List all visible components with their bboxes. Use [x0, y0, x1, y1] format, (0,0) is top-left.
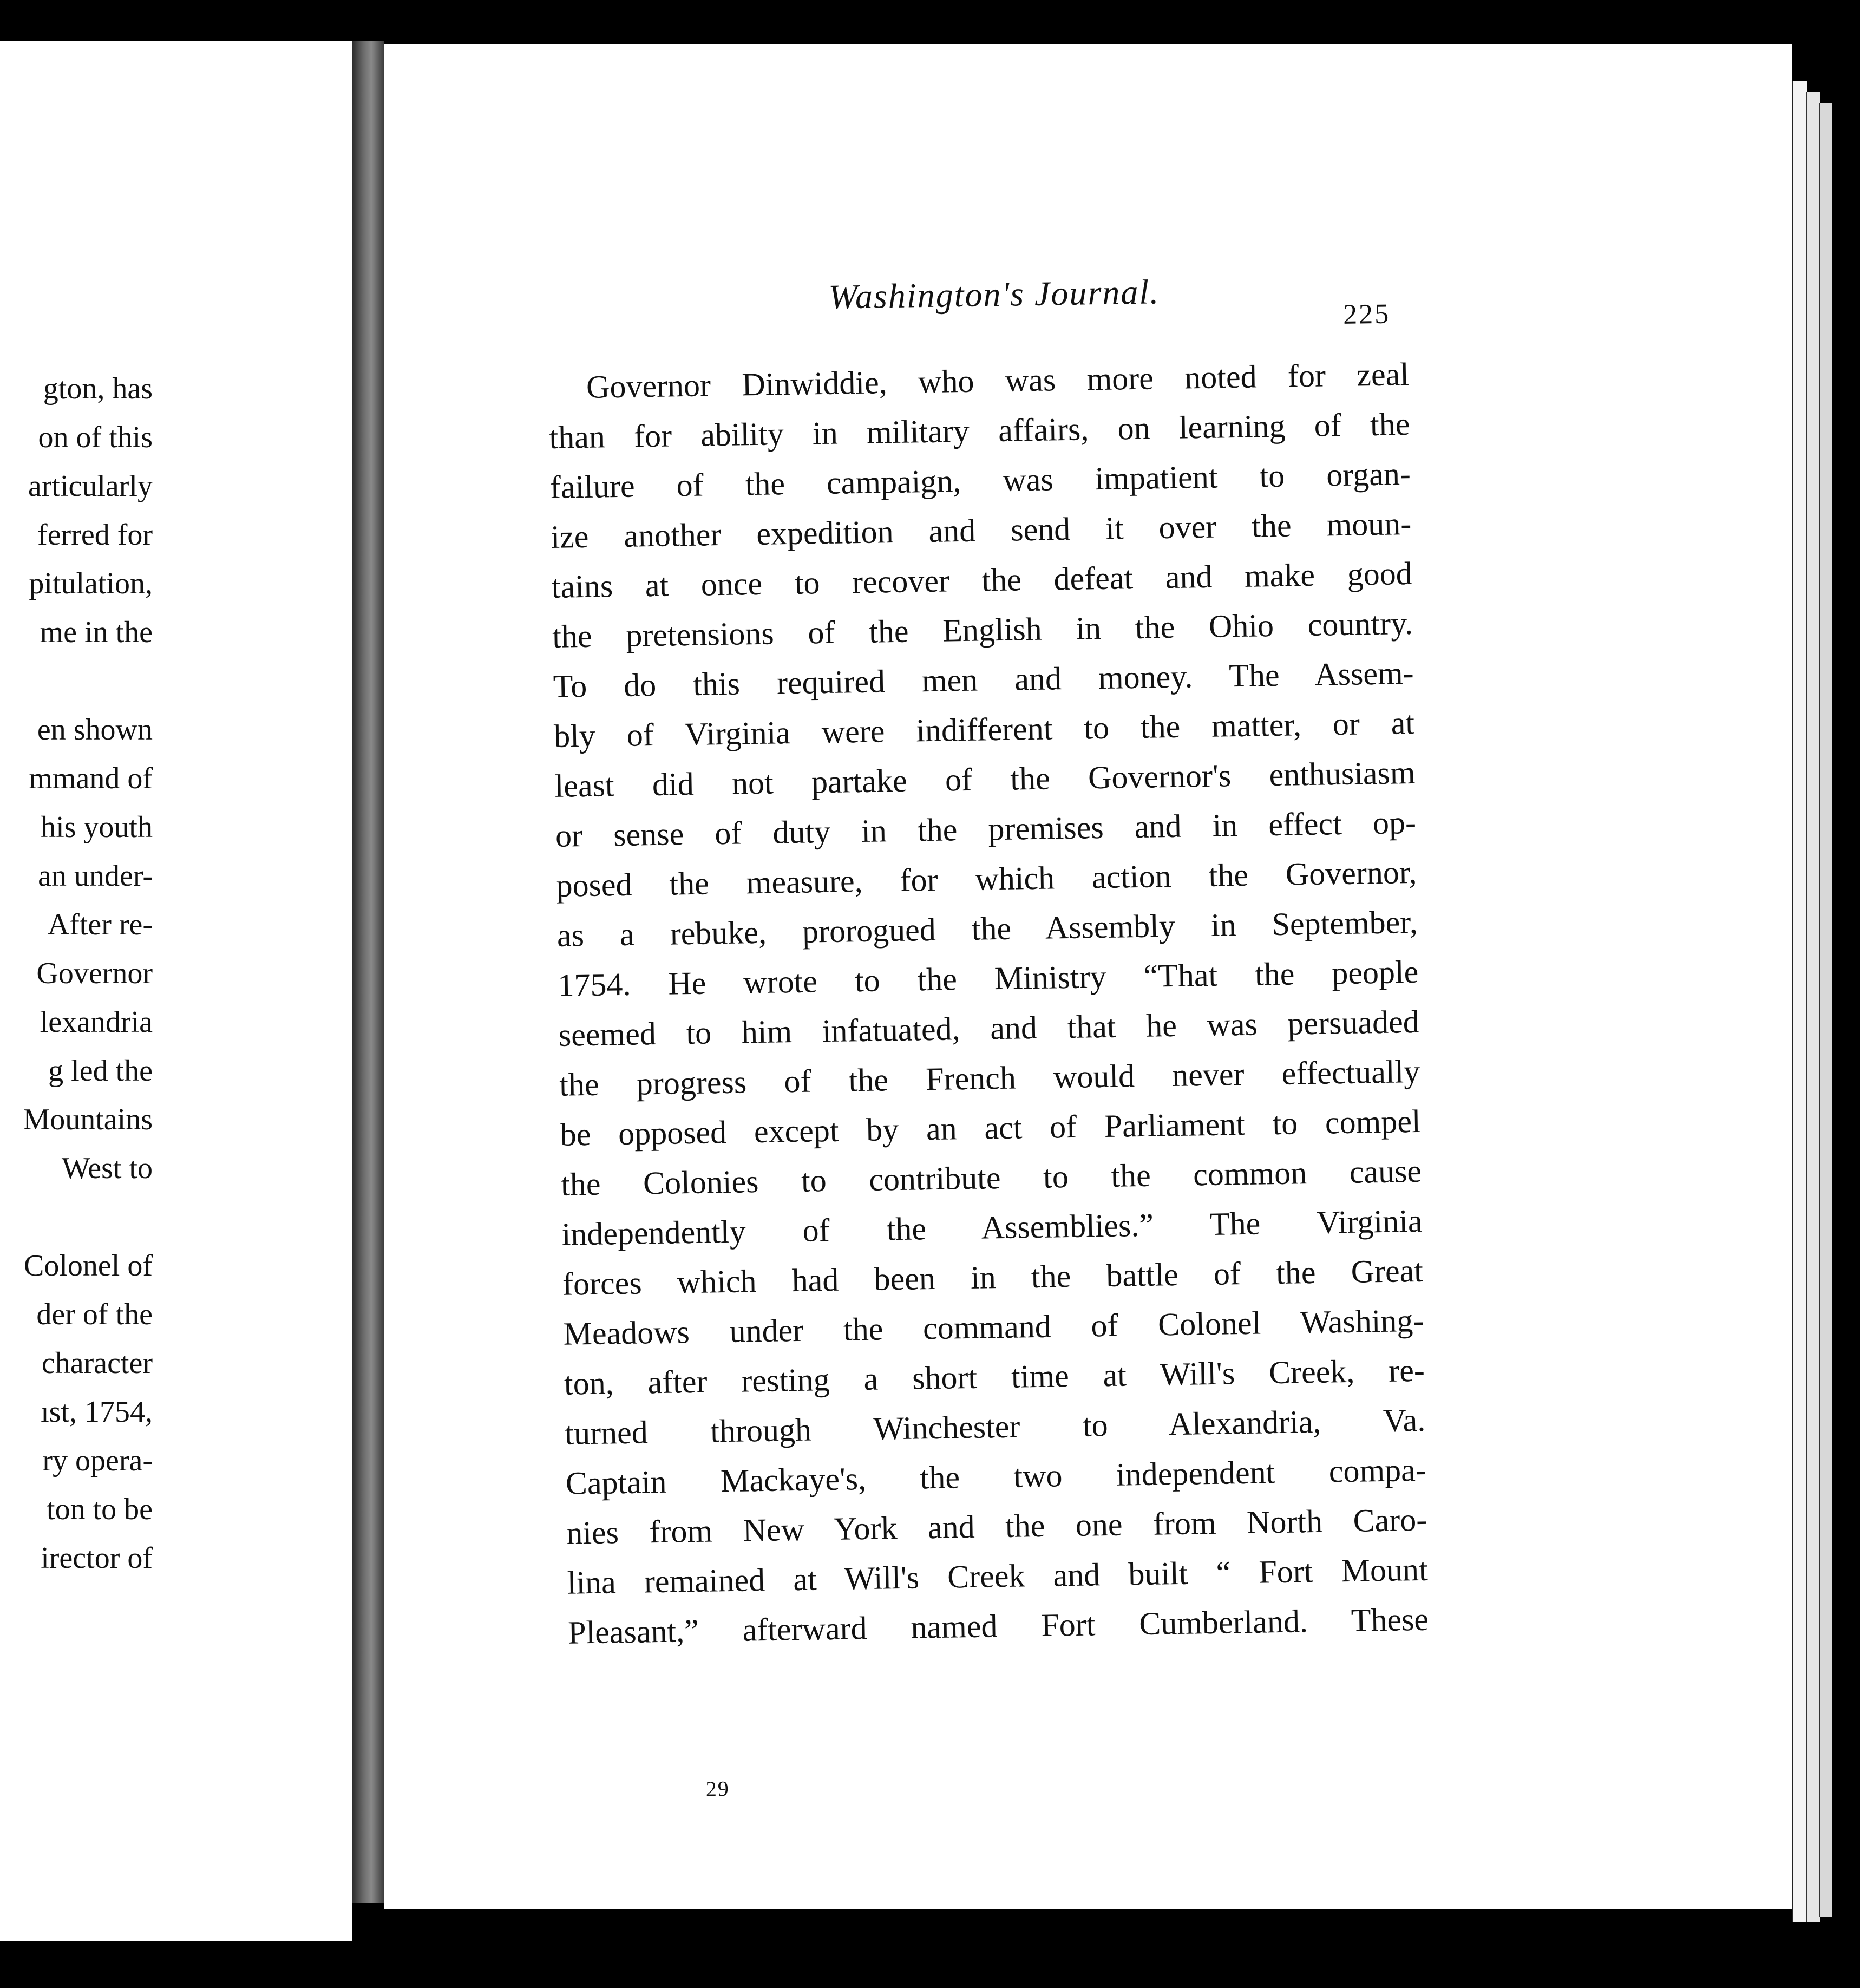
text-line: Pleasant,” afterward named Fort Cumberland. These: [567, 1601, 1429, 1651]
left-facing-page: [0, 41, 352, 1941]
left-page-line: ry opera-: [42, 1444, 153, 1477]
left-page-line: West to: [61, 1152, 153, 1185]
text-line: the pretensions of the English in the Ohio country.: [552, 605, 1413, 655]
text-line: lina remained at Will's Creek and built “ Fort Mount: [567, 1551, 1429, 1601]
text-line: seemed to him infatuated, and that he was persuaded: [558, 1003, 1420, 1053]
left-page-line: After re-: [47, 908, 153, 941]
left-page-line: en shown: [37, 713, 153, 747]
left-page-line: Mountains: [23, 1103, 153, 1136]
text-line: failure of the campaign, was impatient to organ-: [549, 455, 1411, 505]
left-page-line: Governor: [36, 957, 153, 990]
text-line: turned through Winchester to Alexandria, Va.: [564, 1402, 1426, 1451]
left-page-line: gton, has: [43, 372, 153, 406]
page-edge: [1806, 92, 1820, 1922]
left-page-line: his youth: [41, 810, 153, 844]
text-line: ize another expedition and send it over the moun-: [550, 505, 1412, 555]
text-line: as a rebuke, prorogued the Assembly in September,: [556, 904, 1418, 953]
left-page-line: me in the: [40, 616, 153, 649]
left-page-line: der of the: [36, 1298, 153, 1331]
text-line: Meadows under the command of Colonel Washing-: [563, 1302, 1424, 1352]
text-line: or sense of duty in the premises and in effect op-: [555, 804, 1417, 854]
text-line: the Colonies to contribute to the common cause: [560, 1153, 1422, 1202]
left-page-line: on of this: [38, 421, 153, 454]
page-number: 225: [1342, 298, 1391, 330]
text-line: posed the measure, for which action the Governor,: [556, 854, 1417, 904]
left-page-line: ton to be: [47, 1493, 153, 1526]
text-line: forces which had been in the battle of the Great: [562, 1252, 1424, 1302]
left-page-line: ferred for: [37, 518, 153, 552]
left-page-line: character: [41, 1346, 153, 1380]
left-page-line: mmand of: [29, 762, 153, 795]
page-edge: [1792, 81, 1807, 1922]
text-line: tains at once to recover the defeat and make good: [551, 555, 1413, 605]
signature-mark: 29: [705, 1776, 730, 1801]
left-page-line: articularly: [28, 469, 153, 503]
running-head: Washington's Journal.: [828, 272, 1160, 316]
left-page-line: pitulation,: [29, 567, 153, 600]
left-page-line: Colonel of: [24, 1249, 153, 1283]
text-line: ton, after resting a short time at Will's Creek, re-: [564, 1352, 1425, 1402]
text-line: 1754. He wrote to the Ministry “That the people: [557, 953, 1419, 1003]
text-line: Governor Dinwiddie, who was more noted for zeal: [586, 356, 1410, 405]
left-page-line: g led the: [48, 1054, 153, 1088]
left-page-line: irector of: [41, 1541, 153, 1575]
left-page-line: lexandria: [40, 1005, 153, 1039]
text-line: independently of the Assemblies.” The Virginia: [561, 1202, 1423, 1252]
text-line: least did not partake of the Governor's enthusiasm: [554, 754, 1416, 804]
page-edge: [1819, 103, 1832, 1917]
left-page-line: an under-: [38, 859, 153, 893]
text-line: be opposed except by an act of Parliament to compel: [560, 1103, 1422, 1153]
body-paragraph: [548, 349, 1429, 1658]
text-line: nies from New York and the one from North Caro-: [566, 1501, 1427, 1551]
text-line: bly of Virginia were indifferent to the matter, or at: [553, 704, 1415, 754]
text-line: Captain Mackaye's, the two independent compa-: [565, 1451, 1427, 1501]
left-page-line: ıst, 1754,: [41, 1395, 153, 1429]
text-line: the progress of the French would never effectually: [559, 1053, 1420, 1103]
book-gutter: [352, 41, 384, 1903]
text-line: than for ability in military affairs, on learning of the: [549, 406, 1410, 455]
text-line: To do this required men and money. The Assem-: [553, 655, 1414, 704]
page-text-block: [547, 268, 1432, 1841]
